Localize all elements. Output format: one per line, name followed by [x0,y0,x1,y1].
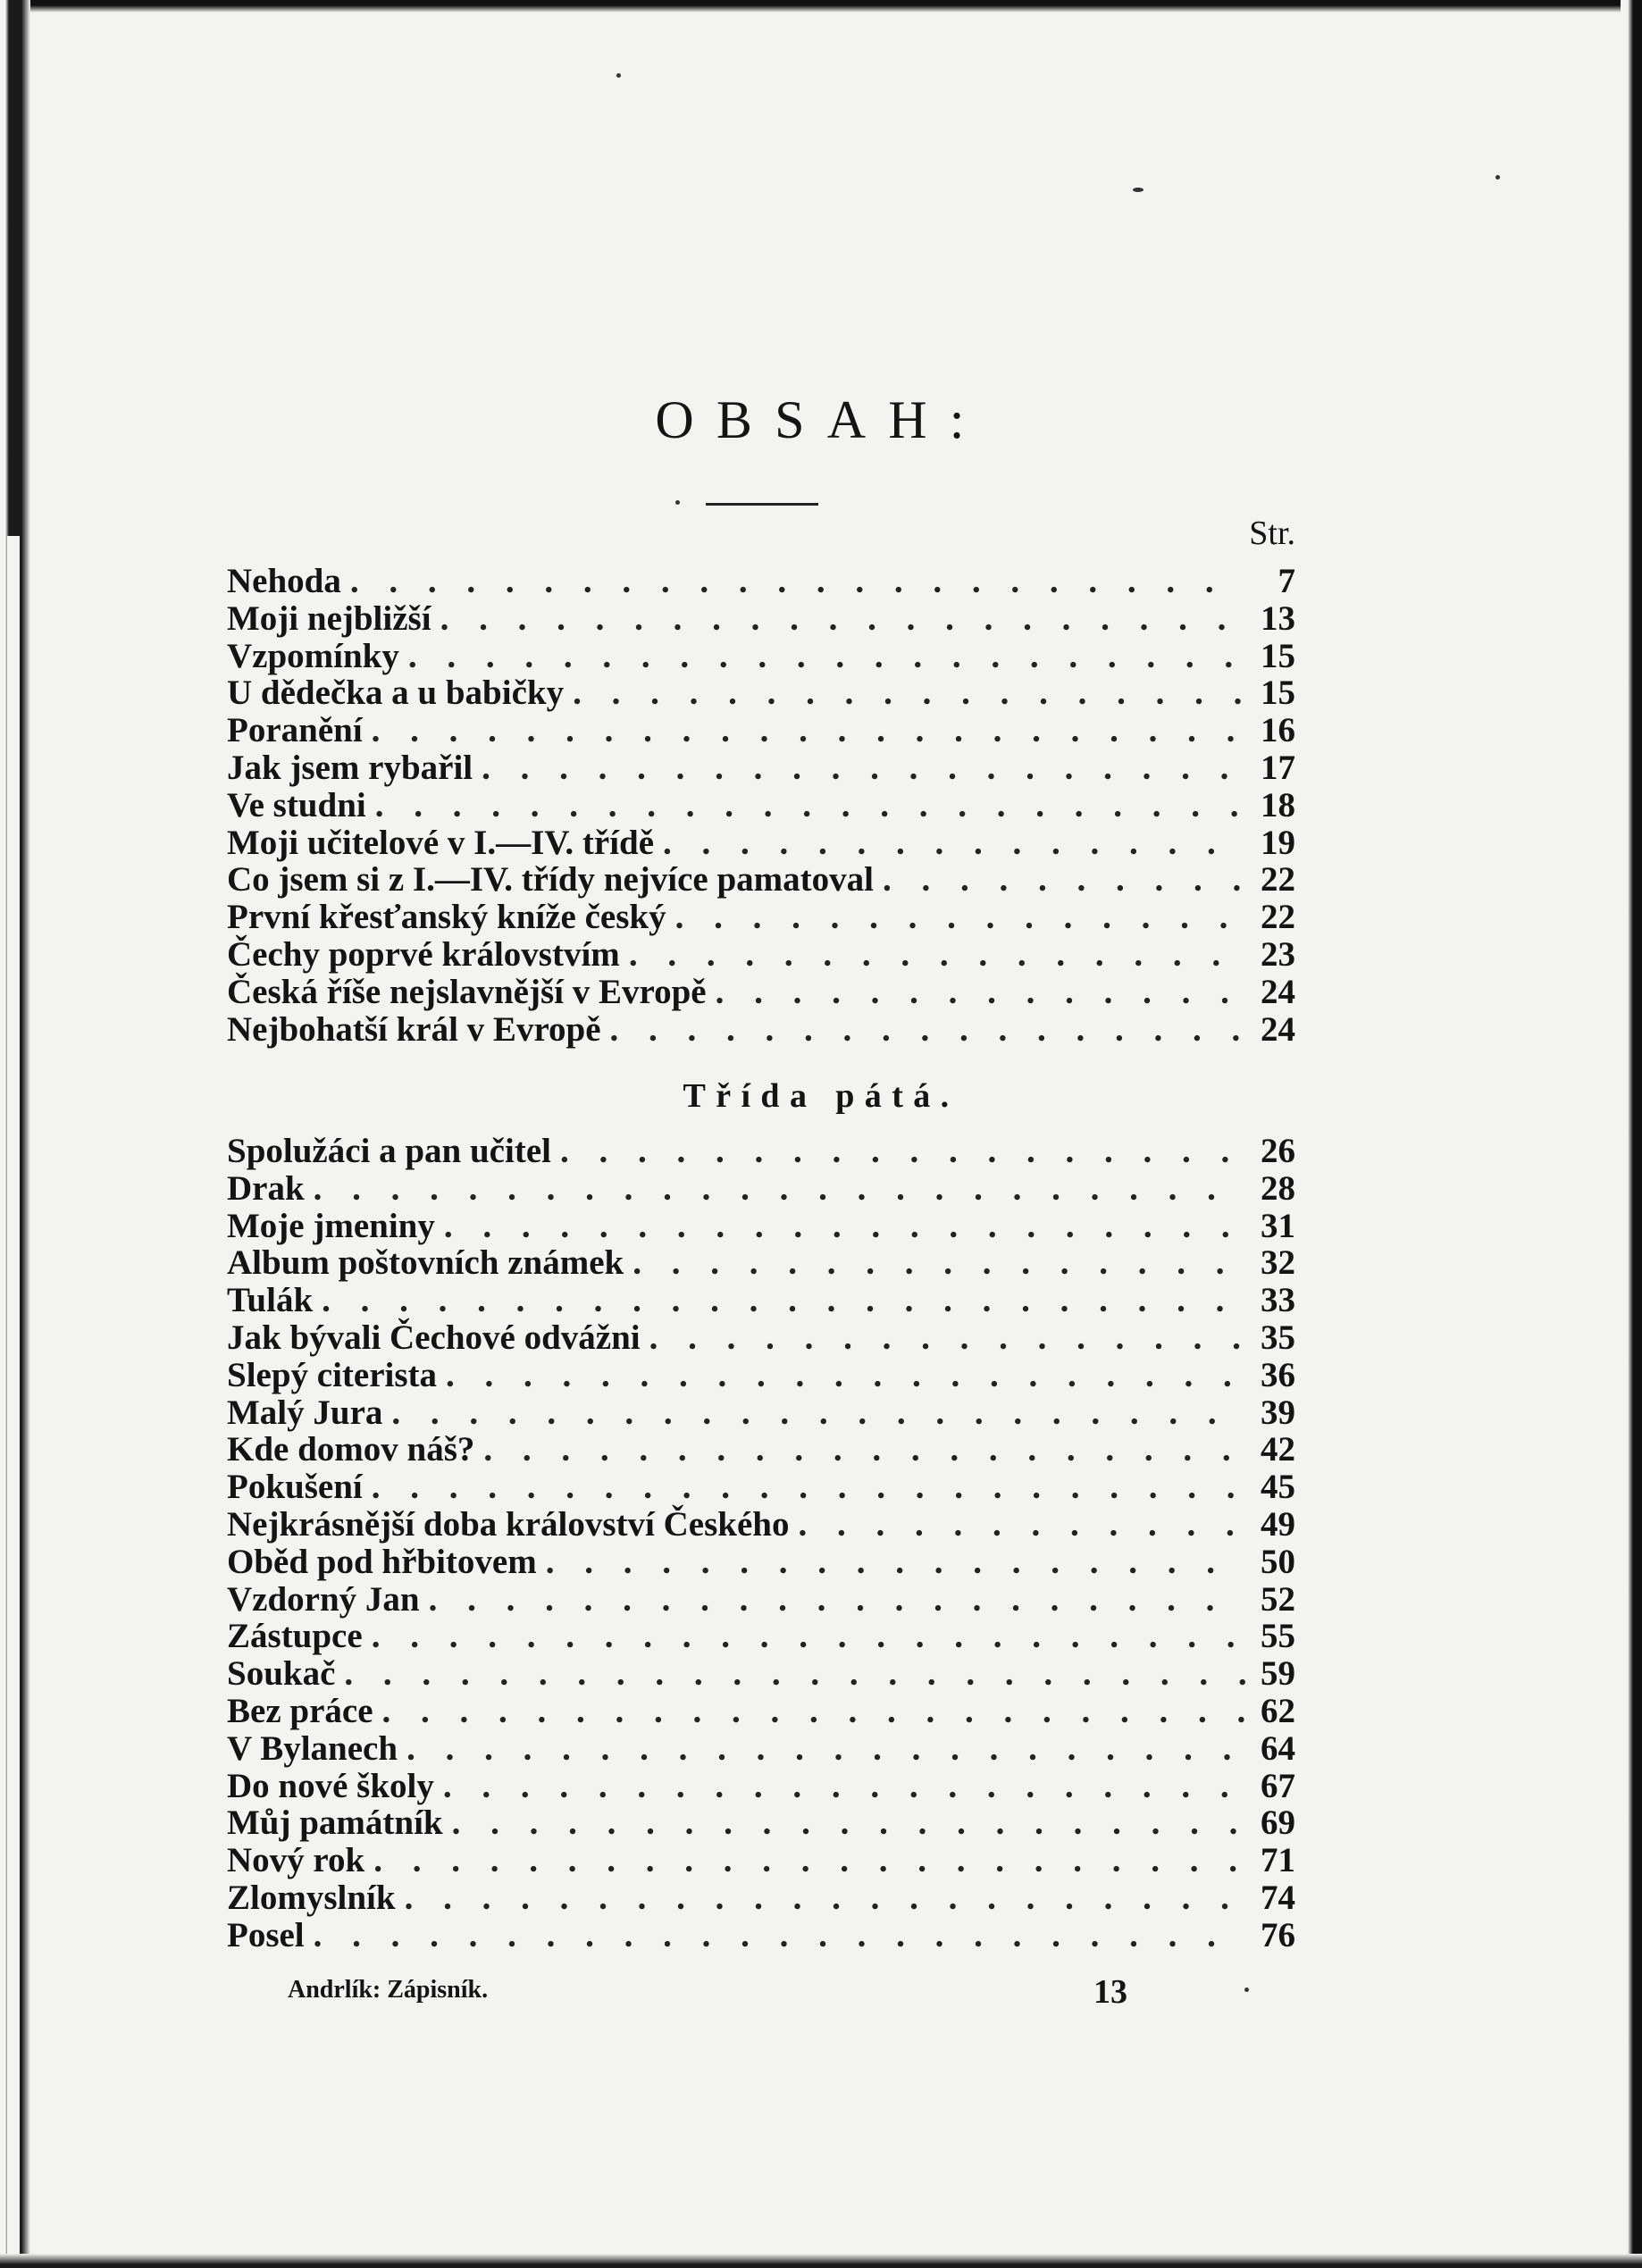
paper-speck [616,73,621,78]
toc-entry-page: 67 [1261,1766,1295,1805]
toc-entry-title: Jak jsem rybařil [227,748,473,787]
toc-entry-page: 62 [1261,1691,1295,1730]
dot-leader [446,1357,1245,1394]
toc-entry [227,712,1295,749]
toc-entry-page: 7 [1278,562,1295,600]
toc-entry-page: 26 [1261,1132,1295,1170]
contents-list-section-1 [227,563,1295,1048]
toc-entry [227,1879,1295,1917]
dot-leader [372,712,1245,749]
toc-entry-page: 32 [1261,1243,1295,1283]
toc-entry-page: 50 [1261,1542,1295,1581]
toc-entry [227,861,1295,899]
toc-entry [227,1804,1295,1842]
toc-entry [227,1282,1295,1319]
dot-leader [314,1917,1245,1954]
toc-entry-title: Drak [227,1168,305,1208]
toc-entry-title: Posel [227,1915,305,1954]
toc-entry-page: 52 [1261,1579,1295,1619]
toc-entry-page: 33 [1261,1281,1295,1320]
toc-entry-page: 28 [1261,1168,1295,1208]
paper-speck [1133,188,1144,192]
toc-entry-title: Poranění [227,711,363,750]
dot-leader [452,1804,1245,1842]
contents-list-section-2 [227,1133,1295,1954]
toc-entry-title: Soukač [227,1654,336,1694]
page-edge-left-fade [7,536,20,2268]
toc-entry [227,1319,1295,1357]
toc-entry-page: 36 [1261,1355,1295,1394]
toc-entry-page: 35 [1261,1318,1295,1357]
dot-leader [610,1011,1245,1049]
toc-entry [227,1581,1295,1619]
toc-entry-title: Jak bývali Čechové odvážni [227,1318,641,1357]
toc-entry-page: 19 [1261,823,1295,862]
toc-entry-title: Moji učitelové v I.—IV. třídě [227,823,655,862]
toc-entry-title: Čechy poprvé královstvím [227,934,620,974]
toc-entry [227,1357,1295,1394]
dot-leader [444,1208,1245,1245]
toc-entry-page: 18 [1261,785,1295,824]
toc-entry-title: První křesťanský kníže český [227,898,666,937]
toc-entry-page: 69 [1261,1804,1295,1843]
toc-entry-page: 22 [1261,860,1295,900]
dot-leader [716,974,1245,1011]
toc-entry [227,1011,1295,1049]
toc-entry-title: Spolužáci a pan učitel [227,1132,551,1170]
toc-entry-title: Nehoda [227,562,341,600]
toc-entry [227,936,1295,974]
toc-entry-title: Oběd pod hřbitovem [227,1542,537,1581]
page-edge-right [1621,0,1642,2268]
dot-leader [798,1506,1245,1544]
dot-leader [391,1394,1245,1432]
dot-leader [573,674,1245,712]
toc-entry-title: Zástupce [227,1617,363,1656]
dot-leader [675,899,1245,936]
toc-entry [227,1544,1295,1581]
toc-entry [227,824,1295,862]
title-rule [706,503,818,506]
dot-leader [350,563,1245,600]
toc-entry [227,563,1295,600]
toc-entry-title: Nejkrásnější doba království Českého [227,1504,790,1544]
dot-leader [483,1431,1245,1469]
dot-leader [406,1730,1245,1768]
toc-entry-page: 23 [1261,934,1295,974]
toc-entry [227,899,1295,936]
dot-leader [322,1282,1245,1319]
dot-leader [546,1544,1245,1581]
toc-entry-title: Bez práce [227,1691,373,1730]
toc-entry [227,1618,1295,1655]
toc-entry-title: V Bylanech [227,1728,398,1768]
toc-entry-page: 31 [1261,1206,1295,1245]
paper-speck [675,500,680,505]
toc-entry-title: Moje jmeniny [227,1206,435,1245]
dot-leader [443,1768,1245,1805]
toc-entry [227,1693,1295,1730]
toc-entry [227,674,1295,712]
toc-entry [227,1208,1295,1245]
toc-entry-page: 13 [1261,598,1295,638]
page-edge-top [0,0,1642,13]
dot-leader [382,1693,1245,1730]
toc-entry-page: 15 [1261,636,1295,675]
toc-entry-title: Co jsem si z I.—IV. třídy nejvíce pamatoval [227,860,874,900]
toc-entry-title: Zlomyslník [227,1878,396,1917]
toc-entry-page: 24 [1261,972,1295,1011]
toc-entry-title: Nový rok [227,1841,365,1880]
toc-entry [227,1506,1295,1544]
toc-entry-page: 16 [1261,711,1295,750]
toc-entry-title: Album poštovních známek [227,1243,624,1283]
toc-entry [227,1842,1295,1879]
dot-leader [883,861,1245,899]
toc-entry-page: 71 [1261,1841,1295,1880]
toc-entry [227,1655,1295,1693]
toc-entry-title: Vzdorný Jan [227,1579,420,1619]
toc-entry-title: Můj památník [227,1804,443,1843]
dot-leader [408,638,1245,675]
toc-entry-title: Vzpomínky [227,636,399,675]
paper-speck [1244,1988,1249,1992]
toc-entry [227,1730,1295,1768]
toc-entry-page: 39 [1261,1393,1295,1432]
toc-entry-page: 49 [1261,1504,1295,1544]
toc-entry-title: Česká říše nejslavnější v Evropě [227,972,707,1011]
dot-leader [372,1469,1245,1506]
dot-leader [429,1581,1245,1619]
toc-entry [227,1170,1295,1208]
toc-entry [227,787,1295,824]
section-heading: Třída pátá. [683,1077,959,1115]
toc-entry-title: Do nové školy [227,1766,434,1805]
toc-entry-page: 45 [1261,1468,1295,1507]
dot-leader [440,600,1245,638]
toc-entry [227,638,1295,675]
dot-leader [344,1655,1245,1693]
toc-entry-page: 17 [1261,748,1295,787]
toc-entry-title: Nejbohatší král v Evropě [227,1009,601,1049]
dot-leader [314,1170,1245,1208]
toc-entry [227,1917,1295,1954]
dot-leader [482,749,1245,787]
footer-sheet-number: 13 [1093,1973,1127,2011]
toc-entry [227,1768,1295,1805]
toc-entry [227,1431,1295,1469]
toc-entry-page: 22 [1261,898,1295,937]
toc-entry-page: 74 [1261,1878,1295,1917]
toc-entry-title: Pokušení [227,1468,363,1507]
dot-leader [372,1618,1245,1655]
toc-entry-page: 59 [1261,1654,1295,1694]
toc-entry-page: 24 [1261,1009,1295,1049]
toc-entry-title: Moji nejbližší [227,598,431,638]
dot-leader [405,1879,1245,1917]
paper-speck [1495,175,1500,180]
dot-leader [373,1842,1245,1879]
toc-entry [227,1244,1295,1282]
dot-leader [633,1244,1245,1282]
dot-leader [375,787,1245,824]
dot-leader [629,936,1245,974]
toc-entry-page: 15 [1261,674,1295,713]
toc-entry-page: 64 [1261,1728,1295,1768]
toc-entry-title: Malý Jura [227,1393,383,1432]
page-column-label: Str. [1249,515,1295,552]
toc-entry [227,749,1295,787]
toc-entry-title: Ve studni [227,785,366,824]
dot-leader [663,824,1245,862]
toc-entry [227,974,1295,1011]
toc-entry-page: 42 [1261,1430,1295,1469]
toc-entry-title: Tulák [227,1281,314,1320]
toc-entry-title: Kde domov náš? [227,1430,475,1469]
toc-entry [227,1133,1295,1170]
page-edge-bottom [0,2254,1642,2268]
dot-leader [560,1133,1245,1170]
footer-signature: Andrlík: Zápisník. [288,1976,489,2004]
toc-entry-page: 76 [1261,1915,1295,1954]
page-title: OBSAH: [655,390,987,449]
toc-entry-title: Slepý citerista [227,1355,438,1394]
toc-entry [227,1469,1295,1506]
toc-entry-page: 55 [1261,1617,1295,1656]
dot-leader [649,1319,1245,1357]
toc-entry [227,1394,1295,1432]
toc-entry-title: U dědečka a u babičky [227,674,565,713]
toc-entry [227,600,1295,638]
